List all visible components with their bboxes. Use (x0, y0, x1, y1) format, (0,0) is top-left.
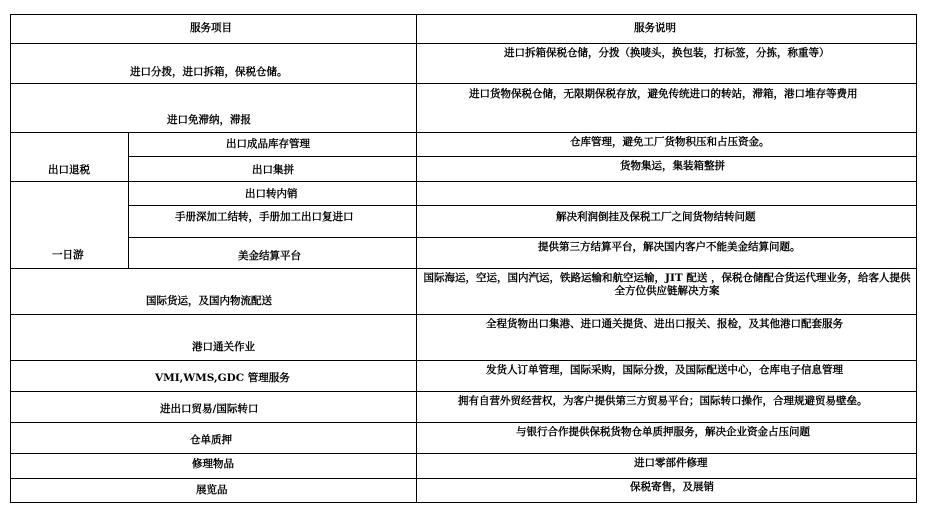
row-desc: 进口零部件修理 (634, 457, 708, 469)
row-desc: 与银行合作提供保税货物仓单质押服务，解决企业资金占压问题 (516, 426, 810, 438)
row-desc: 货物集运，集装箱整拼 (620, 160, 725, 172)
group-label-export-refund: 出口退税 (48, 164, 90, 176)
row-item: 进口分拨，进口拆箱，保税仓储。 (130, 66, 288, 78)
row-desc: 解决利润倒挂及保税工厂之间货物结转问题 (556, 211, 756, 223)
row-item: 港口通关作业 (192, 341, 255, 353)
row-item: 手册深加工结转，手册加工出口复进口 (175, 211, 354, 223)
row-item: 美金结算平台 (238, 250, 301, 262)
row-desc: 拥有自营外贸经营权，为客户提供第三方贸易平台；国际转口操作，合理规避贸易壁垒。 (458, 395, 868, 407)
row-item: 展览品 (196, 484, 228, 496)
row-item: 出口集拼 (252, 164, 294, 176)
row-item: 进口免滞纳，滞报 (167, 114, 251, 126)
service-table (10, 14, 917, 503)
row-item: 出口转内销 (245, 188, 298, 200)
header-service-item: 服务项目 (190, 22, 232, 34)
row-desc: 国际海运，空运，国内汽运，铁路运输和航空运输，JIT 配送 ，保税仓储配合货运代理业务，给客人提供全方位供应链解决方案 (423, 272, 911, 297)
row-desc: 保税寄售，及展销 (630, 481, 714, 493)
group-label-one-day-tour: 一日游 (52, 249, 84, 261)
row-desc: 提供第三方结算平台，解决国内客户不能美金结算问题。 (538, 241, 801, 253)
row-item: 国际货运，及国内物流配送 (146, 295, 272, 307)
row-desc: 进口货物保税仓储，无限期保税存放，避免传统进口的转站，滞箱，港口堆存等费用 (469, 88, 858, 100)
row-item: VMI,WMS,GDC 管理服务 (155, 372, 290, 384)
row-desc: 发货人订单管理，国际采购，国际分拨，及国际配送中心，仓库电子信息管理 (486, 364, 843, 376)
row-desc: 仓库管理，避免工厂货物积压和占压资金。 (570, 136, 770, 148)
row-item: 修理物品 (192, 458, 234, 470)
row-item: 仓单质押 (190, 434, 232, 446)
row-item: 出口成品库存管理 (226, 138, 310, 150)
row-item: 进出口贸易/国际转口 (160, 403, 259, 415)
header-service-description: 服务说明 (634, 22, 676, 34)
row-desc: 进口拆箱保税仓储，分拨（换唛头，换包装，打标签，分拣，称重等） (504, 47, 830, 59)
row-desc: 全程货物出口集港、进口通关提货、进出口报关、报检，及其他港口配套服务 (486, 318, 843, 330)
